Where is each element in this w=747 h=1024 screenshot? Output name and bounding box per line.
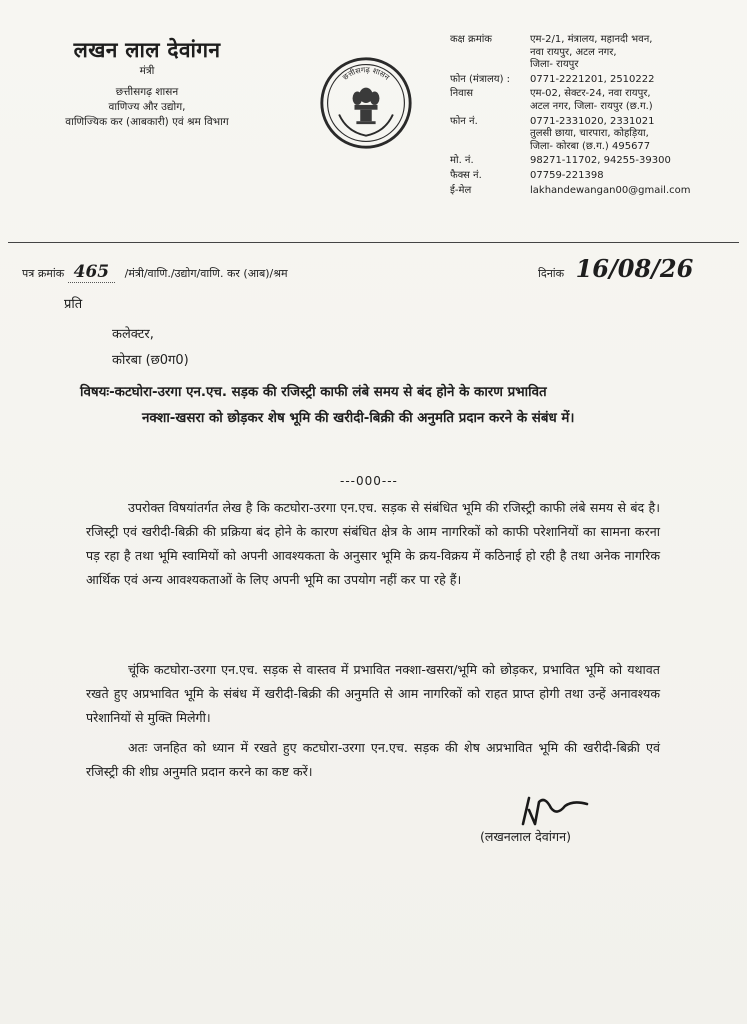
office-phone: 0771-2221201, 2510222 xyxy=(530,73,655,85)
contact-label: ई-मेल xyxy=(450,184,472,196)
handwritten-signature xyxy=(515,790,595,832)
residence-phone: 0771-2331020, 2331021 तुलसी छाया, चारपारा, कोहड़िया, जिला- कोरबा (छ.ग.) 495677 xyxy=(530,115,655,152)
subject-line-2: नक्शा-खसरा को छोड़कर शेष भूमि की खरीदी-बिक्री की अनुमति प्रदान करने के संबंध में। xyxy=(142,411,575,426)
section-separator: ---000--- xyxy=(340,474,398,488)
email-address: lakhandewangan00@gmail.com xyxy=(530,184,691,196)
department-line-1: वाणिज्य और उद्योग, xyxy=(108,101,186,113)
date-label: दिनांक xyxy=(538,267,565,280)
emblem-text: छत्तीसगढ़ शासन xyxy=(340,65,392,82)
contact-label: फैक्स नं. xyxy=(450,169,482,181)
paragraph-text: चूंकि कटघोरा-उरगा एन.एच. सड़क से वास्तव में प्रभावित नक्शा-खसरा/भूमि को छोड़कर, प्रभावित भूमि को यथावत रखते हुए अप्रभावित भूमि के संबंध में खरीदी-बिक्री की अनुमति से आम नागरिकों को राहत प्राप्त होगी तथा उन्हें अनावश्यक परेशानियों से मुक्ति मिलेगी। xyxy=(86,662,660,725)
letterhead-contact-block xyxy=(450,34,740,197)
letterhead-left xyxy=(22,36,272,130)
contact-label: फोन (मंत्रालय) : xyxy=(450,73,511,85)
date-value: 16/08/26 xyxy=(575,254,694,283)
recipient-location: कोरबा (छ0ग0) xyxy=(112,353,189,368)
contact-label: निवास xyxy=(450,88,474,100)
ref-suffix: /मंत्री/वाणि./उद्योग/वाणि. कर (आब)/श्रम xyxy=(124,267,288,280)
contact-row xyxy=(450,74,740,87)
ref-number: 465 xyxy=(68,262,116,283)
contact-row xyxy=(450,34,740,72)
department-line-2: वाणिज्यिक कर (आबकारी) एवं श्रम विभाग xyxy=(65,116,229,128)
paragraph-text: उपरोक्त विषयांतर्गत लेख है कि कटघोरा-उरगा एन.एच. सड़क से संबंधित भूमि की रजिस्ट्री काफी लंबे समय से बंद है। रजिस्ट्री एवं खरीदी-बिक्री की प्रक्रिया बंद होने के कारण संबंधित क्षेत्र के आम नागरिकों को काफी परेशानियों का सामना करना पड़ रहा है तथा भूमि स्वामियों को अपनी आवश्यकता के अनुसार भूमि के क्रय-विक्रय में कठिनाई हो रही है तथा अनेक नागरिक आर्थिक एवं अन्य आवश्यकताओं के लिए अपनी भूमि का उपयोग नहीं कर पा रहे हैं। xyxy=(86,500,661,587)
contact-row xyxy=(450,185,740,198)
subject-block xyxy=(80,380,662,432)
minister-title: मंत्री xyxy=(139,65,155,77)
contact-row xyxy=(450,88,740,113)
signatory-name: (लखनलाल देवांगन) xyxy=(480,829,572,844)
government-name: छत्तीसगढ़ शासन xyxy=(115,86,179,98)
contact-row xyxy=(450,155,740,168)
mobile-numbers: 98271-11702, 94255-39300 xyxy=(530,155,671,167)
office-address: एम-2/1, मंत्रालय, महानदी भवन, नवा रायपुर, अटल नगर, जिला- रायपुर xyxy=(530,34,653,71)
body-paragraph xyxy=(86,658,660,730)
contact-row xyxy=(450,170,740,183)
reference-line xyxy=(22,262,288,282)
contact-label: कक्ष क्रमांक xyxy=(450,34,492,45)
subject-line-1: विषयः-कटघोरा-उरगा एन.एच. सड़क की रजिस्ट्री काफी लंबे समय से बंद होने के कारण प्रभावित xyxy=(80,385,547,400)
lion-capital-icon xyxy=(353,88,380,124)
contact-label: फोन नं. xyxy=(450,115,478,127)
ref-label: पत्र क्रमांक xyxy=(22,267,65,280)
body-paragraph xyxy=(86,496,660,592)
fax-number: 07759-221398 xyxy=(530,169,604,181)
header-divider xyxy=(8,242,739,243)
contact-label: मो. नं. xyxy=(450,155,474,167)
contact-row xyxy=(450,116,740,154)
state-emblem-seal xyxy=(318,55,414,151)
body-paragraph xyxy=(86,736,660,784)
residence-address: एम-02, सेक्टर-24, नवा रायपुर, अटल नगर, जिला- रायपुर (छ.ग.) xyxy=(530,88,653,112)
paragraph-text: अतः जनहित को ध्यान में रखते हुए कटघोरा-उरगा एन.एच. सड़क की शेष अप्रभावित भूमि की खरीदी-बिक्री एवं रजिस्ट्री की शीघ्र अनुमति प्रदान करने का कष्ट करें। xyxy=(86,740,660,779)
minister-name: लखन लाल देवांगन xyxy=(73,38,221,62)
recipient-prefix: प्रति xyxy=(64,297,83,312)
date-line xyxy=(538,254,693,283)
recipient-designation: कलेक्टर, xyxy=(112,327,154,342)
